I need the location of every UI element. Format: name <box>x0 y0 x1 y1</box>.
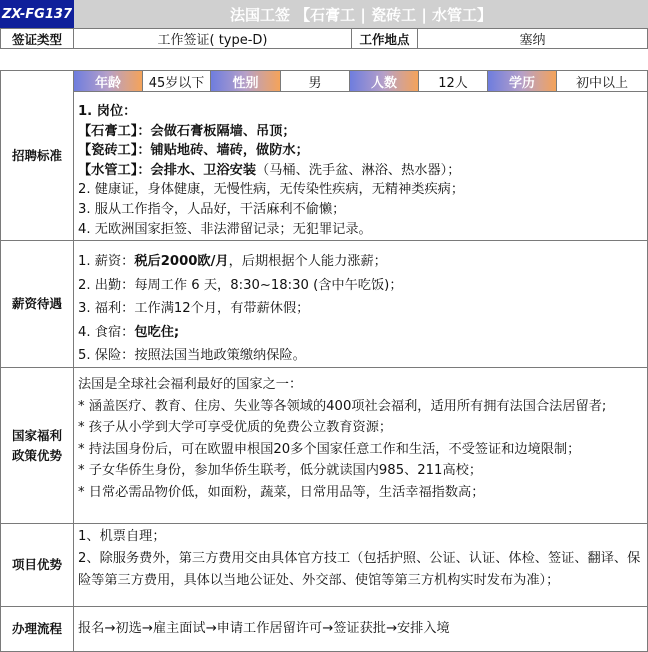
salary-board: 包吃住; <box>134 324 180 340</box>
salary-content <box>73 240 648 368</box>
salary-line-text: 1. 薪资： <box>78 254 135 269</box>
recruit-content <box>73 91 648 241</box>
welfare-label-line1: 国家福利 <box>11 427 62 443</box>
recruit-line: 3. 服从工作指令，人品好，干活麻利不偷懒； <box>78 201 346 217</box>
gender-label: 性别 <box>210 70 281 92</box>
salary-line-text: 4. 食宿： <box>78 324 135 340</box>
recruit-line <box>78 161 647 181</box>
age-value: 45岁以下 <box>142 70 211 92</box>
project-line: 1、机票自理； <box>78 529 166 544</box>
welfare-label <box>0 367 74 524</box>
project-content <box>73 523 648 607</box>
recruit-line-rest: （马桶、洗手盆、淋浴、热水器）； <box>256 162 461 178</box>
salary-line: 5. 保险：按照法国当地政策缴纳保险。 <box>78 348 306 363</box>
count-label: 人数 <box>349 70 419 92</box>
recruit-line: 4. 无欧洲国家拒签、非法滞留记录；无犯罪记录。 <box>78 221 372 237</box>
location-label: 工作地点 <box>351 28 418 49</box>
salary-line <box>78 250 647 274</box>
recruit-label: 招聘标准 <box>0 70 74 241</box>
recruit-line: 【石膏工】：会做石膏板隔墙、吊顶； <box>78 123 296 139</box>
welfare-line: * 孩子从小学到大学可享受优质的免费公立教育资源； <box>78 420 393 435</box>
salary-label: 薪资待遇 <box>0 240 74 368</box>
welfare-line: * 子女华侨生身份，参加华侨生联考，低分就读国内985、211高校； <box>78 463 483 478</box>
visa-type-value: 工作签证( type-D) <box>73 28 352 49</box>
project-label: 项目优势 <box>0 523 74 607</box>
process-flow: 报名→初选→雇主面试→申请工作居留许可→签证获批→安排入境 <box>78 621 450 636</box>
salary-line: 3. 福利：工作满12个月，有带薪休假； <box>78 301 310 316</box>
welfare-content <box>73 367 648 524</box>
welfare-line: * 涵盖医疗、教育、住房、失业等各领域的400项社会福利，适用所有拥有法国合法居留者; <box>78 398 607 414</box>
process-content <box>73 606 648 652</box>
count-value: 12人 <box>418 70 488 92</box>
education-value: 初中以上 <box>556 70 648 92</box>
job-code: ZX-FG137 <box>0 0 74 28</box>
gender-value: 男 <box>280 70 350 92</box>
recruit-line: 2. 健康证，身体健康，无慢性病，无传染性疾病，无精神类疾病； <box>78 182 465 198</box>
project-line: 2、除服务费外，第三方费用交由具体官方技工（包括护照、公证、认证、体检、签证、翻译、保险等第三方费用，具体以当地公证处、外交部、使馆等第三方机构实时发布为准）； <box>78 551 641 588</box>
welfare-label-line2: 政策优势 <box>11 447 62 463</box>
recruit-line-bold: 【水管工】：会排水、卫浴安装 <box>78 162 257 178</box>
process-label: 办理流程 <box>0 606 74 652</box>
education-label: 学历 <box>487 70 557 92</box>
recruit-line: 1. 岗位： <box>78 104 137 119</box>
salary-line <box>78 321 647 345</box>
welfare-line: * 日常必需品物价低，如面粉，蔬菜，日常用品等，生活幸福指数高； <box>78 484 485 500</box>
recruit-line: 【瓷砖工】：铺贴地砖、墙砖，做防水； <box>78 143 309 159</box>
welfare-line: 法国是全球社会福利最好的国家之一： <box>78 377 303 392</box>
salary-amount: 税后2000欧/月 <box>134 254 229 269</box>
salary-line: 2. 出勤：每周工作 6 天，8:30~18:30 (含中午吃饭)； <box>78 277 403 293</box>
salary-line-text: ，后期根据个人能力涨薪； <box>228 254 387 269</box>
age-label: 年龄 <box>73 70 143 92</box>
location-value: 塞纳 <box>417 28 648 49</box>
welfare-line: * 持法国身份后，可在欧盟申根国20多个国家任意工作和生活，不受签证和边境限制； <box>78 441 581 457</box>
visa-type-label: 签证类型 <box>0 28 74 49</box>
page-title: 法国工签 【石膏工 | 瓷砖工 | 水管工】 <box>74 0 648 28</box>
